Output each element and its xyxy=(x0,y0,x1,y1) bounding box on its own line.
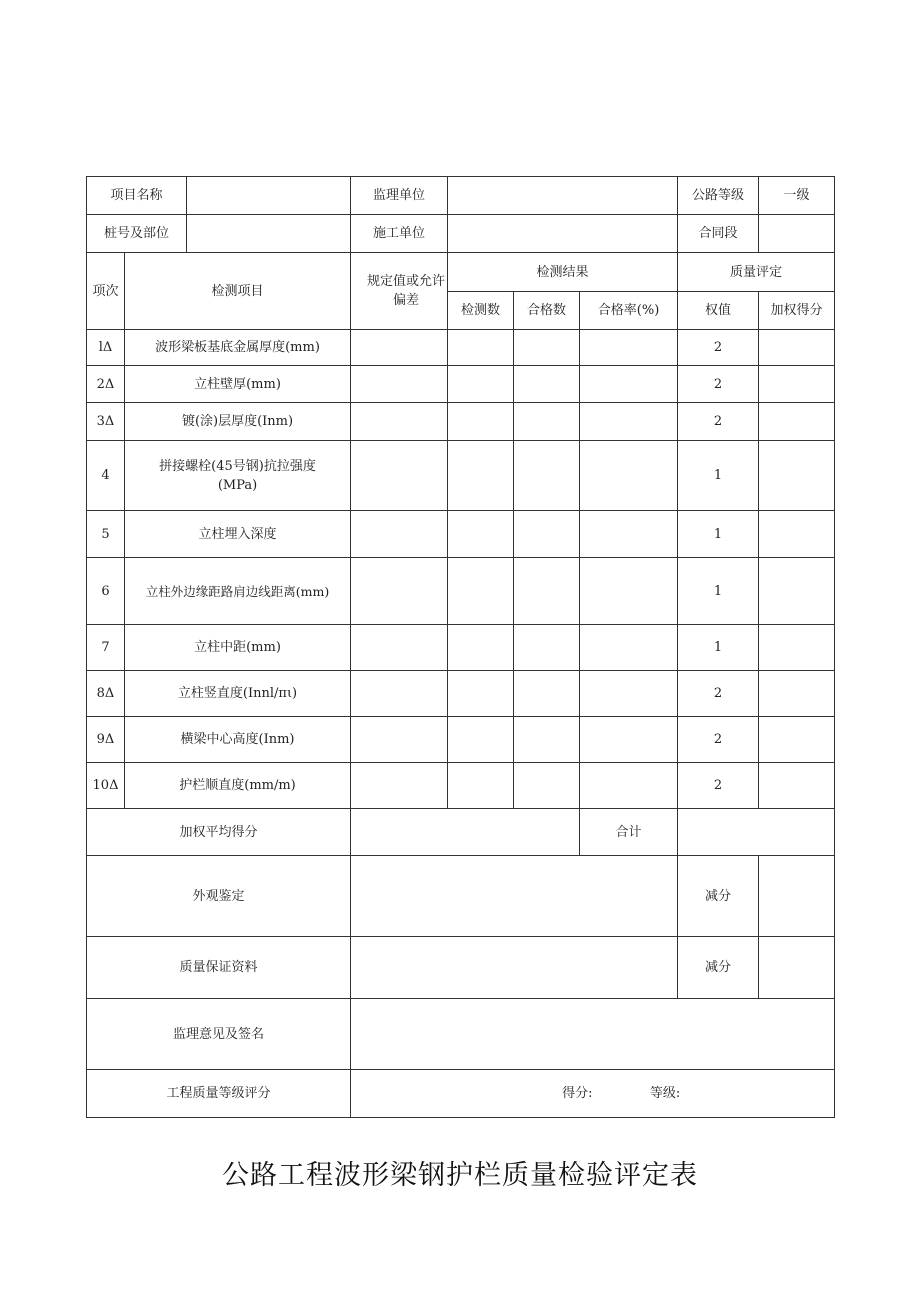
spec-cell[interactable] xyxy=(351,403,448,441)
spec-cell[interactable] xyxy=(351,625,448,671)
item-no: 4 xyxy=(87,441,125,511)
rate-cell[interactable] xyxy=(580,366,678,403)
pass-cell[interactable] xyxy=(514,403,580,441)
table-row xyxy=(87,763,835,809)
check-item: 护栏顺直度(mm∕m) xyxy=(125,763,351,809)
rate-cell[interactable] xyxy=(580,671,678,717)
score-cell[interactable] xyxy=(759,717,835,763)
item-no: 8Δ xyxy=(87,671,125,717)
check-item: 立柱埋入深度 xyxy=(125,511,351,558)
check-item: 立柱外边缘距路肩边线距离(mm) xyxy=(125,558,351,625)
supervisor-field[interactable] xyxy=(448,177,678,215)
total-label: 合计 xyxy=(580,809,678,856)
rate-cell[interactable] xyxy=(580,511,678,558)
grade-eval-field[interactable] xyxy=(351,1070,835,1118)
score-cell[interactable] xyxy=(759,403,835,441)
contract-section-field[interactable] xyxy=(759,215,835,253)
weighted-avg-field[interactable] xyxy=(351,809,580,856)
spec-cell[interactable] xyxy=(351,366,448,403)
pass-cell[interactable] xyxy=(514,441,580,511)
check-item: 立柱竖直度(Innl∕πι) xyxy=(125,671,351,717)
qa-docs-deduct-field[interactable] xyxy=(759,937,835,999)
rate-cell[interactable] xyxy=(580,558,678,625)
item-no: 7 xyxy=(87,625,125,671)
weight-cell: 2 xyxy=(678,330,759,366)
pass-cell[interactable] xyxy=(514,717,580,763)
col-weight: 权值 xyxy=(678,292,759,330)
score-cell[interactable] xyxy=(759,330,835,366)
check-item: 立柱中距(mm) xyxy=(125,625,351,671)
col-results-count: 检测数 xyxy=(448,292,514,330)
spec-cell[interactable] xyxy=(351,511,448,558)
count-cell[interactable] xyxy=(448,330,514,366)
check-item: 横梁中心高度(Inm) xyxy=(125,717,351,763)
count-cell[interactable] xyxy=(448,558,514,625)
spec-cell[interactable] xyxy=(351,330,448,366)
weight-cell: 2 xyxy=(678,366,759,403)
col-item-no: 项次 xyxy=(87,253,125,330)
appearance-deduct-field[interactable] xyxy=(759,856,835,937)
score-cell[interactable] xyxy=(759,511,835,558)
appearance-deduct-label: 减分 xyxy=(678,856,759,937)
weighted-avg-label: 加权平均得分 xyxy=(87,809,351,856)
rate-cell[interactable] xyxy=(580,625,678,671)
count-cell[interactable] xyxy=(448,671,514,717)
col-spec: 规定值或允许偏差 xyxy=(351,253,448,330)
col-results-pass: 合格数 xyxy=(514,292,580,330)
count-cell[interactable] xyxy=(448,441,514,511)
supervisor-opinion-label: 监理意见及签名 xyxy=(87,999,351,1070)
table-row xyxy=(87,717,835,763)
station-label: 桩号及部位 xyxy=(87,215,187,253)
appearance-field[interactable] xyxy=(351,856,678,937)
score-cell[interactable] xyxy=(759,625,835,671)
pass-cell[interactable] xyxy=(514,366,580,403)
count-cell[interactable] xyxy=(448,763,514,809)
weight-cell: 2 xyxy=(678,717,759,763)
qa-docs-deduct-label: 减分 xyxy=(678,937,759,999)
item-no: lΔ xyxy=(87,330,125,366)
project-name-label: 项目名称 xyxy=(87,177,187,215)
rate-cell[interactable] xyxy=(580,403,678,441)
item-no: 3Δ xyxy=(87,403,125,441)
item-no: 10Δ xyxy=(87,763,125,809)
col-quality: 质量评定 xyxy=(678,253,835,292)
score-cell[interactable] xyxy=(759,763,835,809)
score-cell[interactable] xyxy=(759,366,835,403)
table-row xyxy=(87,330,835,366)
table-row xyxy=(87,625,835,671)
pass-cell[interactable] xyxy=(514,330,580,366)
project-name-field[interactable] xyxy=(187,177,351,215)
spec-cell[interactable] xyxy=(351,558,448,625)
count-cell[interactable] xyxy=(448,366,514,403)
qa-docs-label: 质量保证资料 xyxy=(87,937,351,999)
weight-cell: 1 xyxy=(678,441,759,511)
col-weighted-score: 加权得分 xyxy=(759,292,835,330)
appearance-label: 外观鉴定 xyxy=(87,856,351,937)
score-cell[interactable] xyxy=(759,441,835,511)
score-cell[interactable] xyxy=(759,671,835,717)
rate-cell[interactable] xyxy=(580,441,678,511)
contractor-field[interactable] xyxy=(448,215,678,253)
table-row xyxy=(87,671,835,717)
road-grade-value[interactable]: 一级 xyxy=(759,177,835,215)
table-row xyxy=(87,558,835,625)
contractor-label: 施工单位 xyxy=(351,215,448,253)
col-check-item: 检测项目 xyxy=(125,253,351,330)
contract-section-label: 合同段 xyxy=(678,215,759,253)
score-cell[interactable] xyxy=(759,558,835,625)
weight-cell: 2 xyxy=(678,763,759,809)
check-item: 立柱壁厚(mm) xyxy=(125,366,351,403)
total-field[interactable] xyxy=(678,809,835,856)
supervisor-label: 监理单位 xyxy=(351,177,448,215)
rate-cell[interactable] xyxy=(580,763,678,809)
table-row xyxy=(87,403,835,441)
rate-cell[interactable] xyxy=(580,717,678,763)
rate-cell[interactable] xyxy=(580,330,678,366)
check-item: 拼接螺栓(45号钢)抗拉强度 (MPa) xyxy=(125,441,351,511)
spec-cell[interactable] xyxy=(351,671,448,717)
pass-cell[interactable] xyxy=(514,625,580,671)
quality-inspection-table xyxy=(86,176,835,1118)
check-item: 镀(涂)层厚度(Inm) xyxy=(125,403,351,441)
pass-cell[interactable] xyxy=(514,558,580,625)
spec-cell[interactable] xyxy=(351,717,448,763)
weight-cell: 1 xyxy=(678,625,759,671)
weight-cell: 1 xyxy=(678,558,759,625)
weight-cell: 1 xyxy=(678,511,759,558)
count-cell[interactable] xyxy=(448,625,514,671)
weight-cell: 2 xyxy=(678,671,759,717)
check-item: 波形梁板基底金属厚度(mm) xyxy=(125,330,351,366)
spec-cell[interactable] xyxy=(351,763,448,809)
pass-cell[interactable] xyxy=(514,671,580,717)
table-row xyxy=(87,511,835,558)
count-cell[interactable] xyxy=(448,511,514,558)
supervisor-opinion-field[interactable] xyxy=(351,999,835,1070)
weight-cell: 2 xyxy=(678,403,759,441)
station-field[interactable] xyxy=(187,215,351,253)
grade-eval-label: 工程质量等级评分 xyxy=(87,1070,351,1118)
score-label: 得分: xyxy=(562,1086,593,1101)
item-no: 6 xyxy=(87,558,125,625)
spec-cell[interactable] xyxy=(351,441,448,511)
count-cell[interactable] xyxy=(448,717,514,763)
item-no: 2Δ xyxy=(87,366,125,403)
table-row xyxy=(87,366,835,403)
road-grade-label: 公路等级 xyxy=(678,177,759,215)
col-results-rate: 合格率(%) xyxy=(580,292,678,330)
pass-cell[interactable] xyxy=(514,763,580,809)
col-results: 检测结果 xyxy=(448,253,678,292)
document-title: 公路工程波形梁钢护栏质量检验评定表 xyxy=(222,1160,698,1191)
pass-cell[interactable] xyxy=(514,511,580,558)
grade-label: 等级: xyxy=(649,1086,681,1101)
item-no: 5 xyxy=(87,511,125,558)
item-no: 9Δ xyxy=(87,717,125,763)
count-cell[interactable] xyxy=(448,403,514,441)
qa-docs-field[interactable] xyxy=(351,937,678,999)
table-row xyxy=(87,441,835,511)
